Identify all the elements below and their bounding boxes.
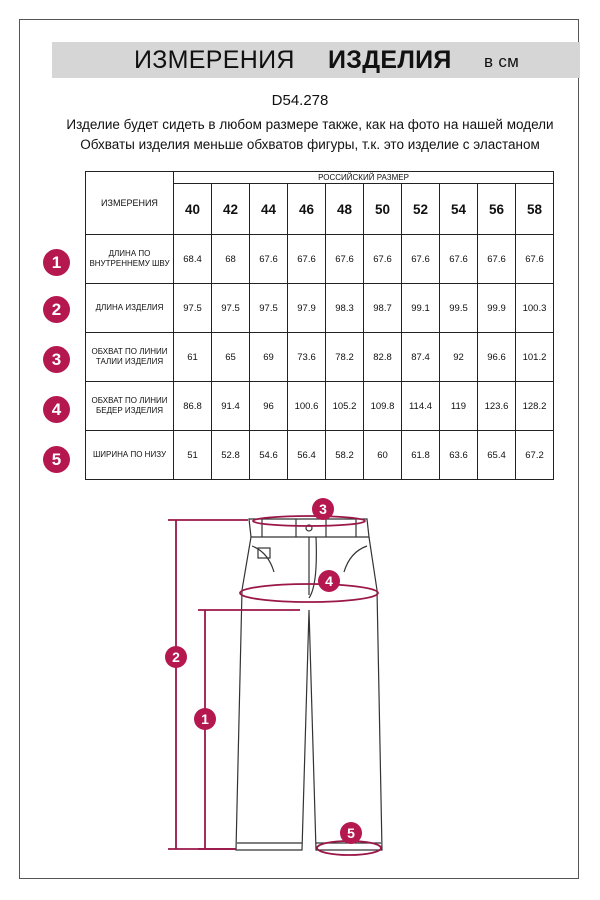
title-item: ИЗДЕЛИЯ	[328, 46, 452, 74]
table-cell: 60	[364, 431, 402, 480]
row-badge-3: 3	[43, 346, 70, 373]
row-label: ОБХВАТ ПО ЛИНИИ БЕДЕР ИЗДЕЛИЯ	[86, 382, 174, 431]
size-header: 42	[212, 184, 250, 235]
table-cell: 97.9	[288, 284, 326, 333]
row-badge-1: 1	[43, 249, 70, 276]
table-cell: 67.6	[250, 235, 288, 284]
table-cell: 123.6	[478, 382, 516, 431]
table-cell: 51	[174, 431, 212, 480]
table-cell: 68	[212, 235, 250, 284]
table-cell: 109.8	[364, 382, 402, 431]
table-cell: 98.3	[326, 284, 364, 333]
table-cell: 63.6	[440, 431, 478, 480]
table-cell: 99.9	[478, 284, 516, 333]
table-cell: 96	[250, 382, 288, 431]
table-cell: 97.5	[250, 284, 288, 333]
table-cell: 99.5	[440, 284, 478, 333]
table-cell: 87.4	[402, 333, 440, 382]
table-cell: 92	[440, 333, 478, 382]
table-cell: 61	[174, 333, 212, 382]
table-cell: 91.4	[212, 382, 250, 431]
table-cell: 67.6	[516, 235, 554, 284]
table-cell: 67.2	[516, 431, 554, 480]
size-header: 46	[288, 184, 326, 235]
size-header: 40	[174, 184, 212, 235]
elastane-note: Обхваты изделия меньше обхватов фигуры, т.к. это изделие с эластаном	[80, 137, 540, 152]
table-cell: 65.4	[478, 431, 516, 480]
row-badge-5: 5	[43, 446, 70, 473]
table-cell: 67.6	[478, 235, 516, 284]
size-system-header: РОССИЙСКИЙ РАЗМЕР	[174, 172, 554, 184]
table-cell: 67.6	[288, 235, 326, 284]
table-cell: 101.2	[516, 333, 554, 382]
table-cell: 98.7	[364, 284, 402, 333]
title-measure: ИЗМЕРЕНИЯ	[134, 46, 295, 74]
size-header: 56	[478, 184, 516, 235]
marker-4-label: 4	[325, 573, 333, 589]
row-label: ДЛИНА ПО ВНУТРЕННЕМУ ШВУ	[86, 235, 174, 284]
size-header: 52	[402, 184, 440, 235]
measurements-header: ИЗМЕРЕНИЯ	[86, 172, 174, 235]
size-header: 54	[440, 184, 478, 235]
table-cell: 100.3	[516, 284, 554, 333]
table-cell: 78.2	[326, 333, 364, 382]
table-cell: 86.8	[174, 382, 212, 431]
size-header: 48	[326, 184, 364, 235]
marker-2-label: 2	[172, 649, 180, 665]
table-cell: 100.6	[288, 382, 326, 431]
fit-note: Изделие будет сидеть в любом размере также, как на фото на нашей модели	[66, 117, 554, 132]
marker-5-label: 5	[347, 825, 355, 841]
table-cell: 82.8	[364, 333, 402, 382]
table-cell: 67.6	[402, 235, 440, 284]
table-cell: 58.2	[326, 431, 364, 480]
row-label: ОБХВАТ ПО ЛИНИИ ТАЛИИ ИЗДЕЛИЯ	[86, 333, 174, 382]
row-label: ШИРИНА ПО НИЗУ	[86, 431, 174, 480]
table-cell: 97.5	[212, 284, 250, 333]
diagram-markers	[165, 498, 362, 844]
row-badge-4: 4	[43, 396, 70, 423]
table-cell: 114.4	[402, 382, 440, 431]
marker-1-label: 1	[201, 711, 209, 727]
row-label: ДЛИНА ИЗДЕЛИЯ	[86, 284, 174, 333]
marker-3-label: 3	[319, 501, 327, 517]
table-cell: 67.6	[440, 235, 478, 284]
table-cell: 65	[212, 333, 250, 382]
title-unit: в см	[484, 52, 520, 71]
measure-lines	[168, 516, 381, 855]
table-cell: 73.6	[288, 333, 326, 382]
product-code: D54.278	[271, 92, 329, 109]
table-cell: 56.4	[288, 431, 326, 480]
table-cell: 67.6	[326, 235, 364, 284]
size-header: 50	[364, 184, 402, 235]
table-cell: 67.6	[364, 235, 402, 284]
pants-outline	[236, 519, 382, 850]
size-header: 58	[516, 184, 554, 235]
table-cell: 99.1	[402, 284, 440, 333]
table-cell: 96.6	[478, 333, 516, 382]
table-cell: 54.6	[250, 431, 288, 480]
table-cell: 128.2	[516, 382, 554, 431]
table-cell: 105.2	[326, 382, 364, 431]
table-cell: 69	[250, 333, 288, 382]
table-cell: 68.4	[174, 235, 212, 284]
table-cell: 52.8	[212, 431, 250, 480]
table-cell: 97.5	[174, 284, 212, 333]
table-cell: 61.8	[402, 431, 440, 480]
row-badge-2: 2	[43, 296, 70, 323]
table-cell: 119	[440, 382, 478, 431]
size-header: 44	[250, 184, 288, 235]
